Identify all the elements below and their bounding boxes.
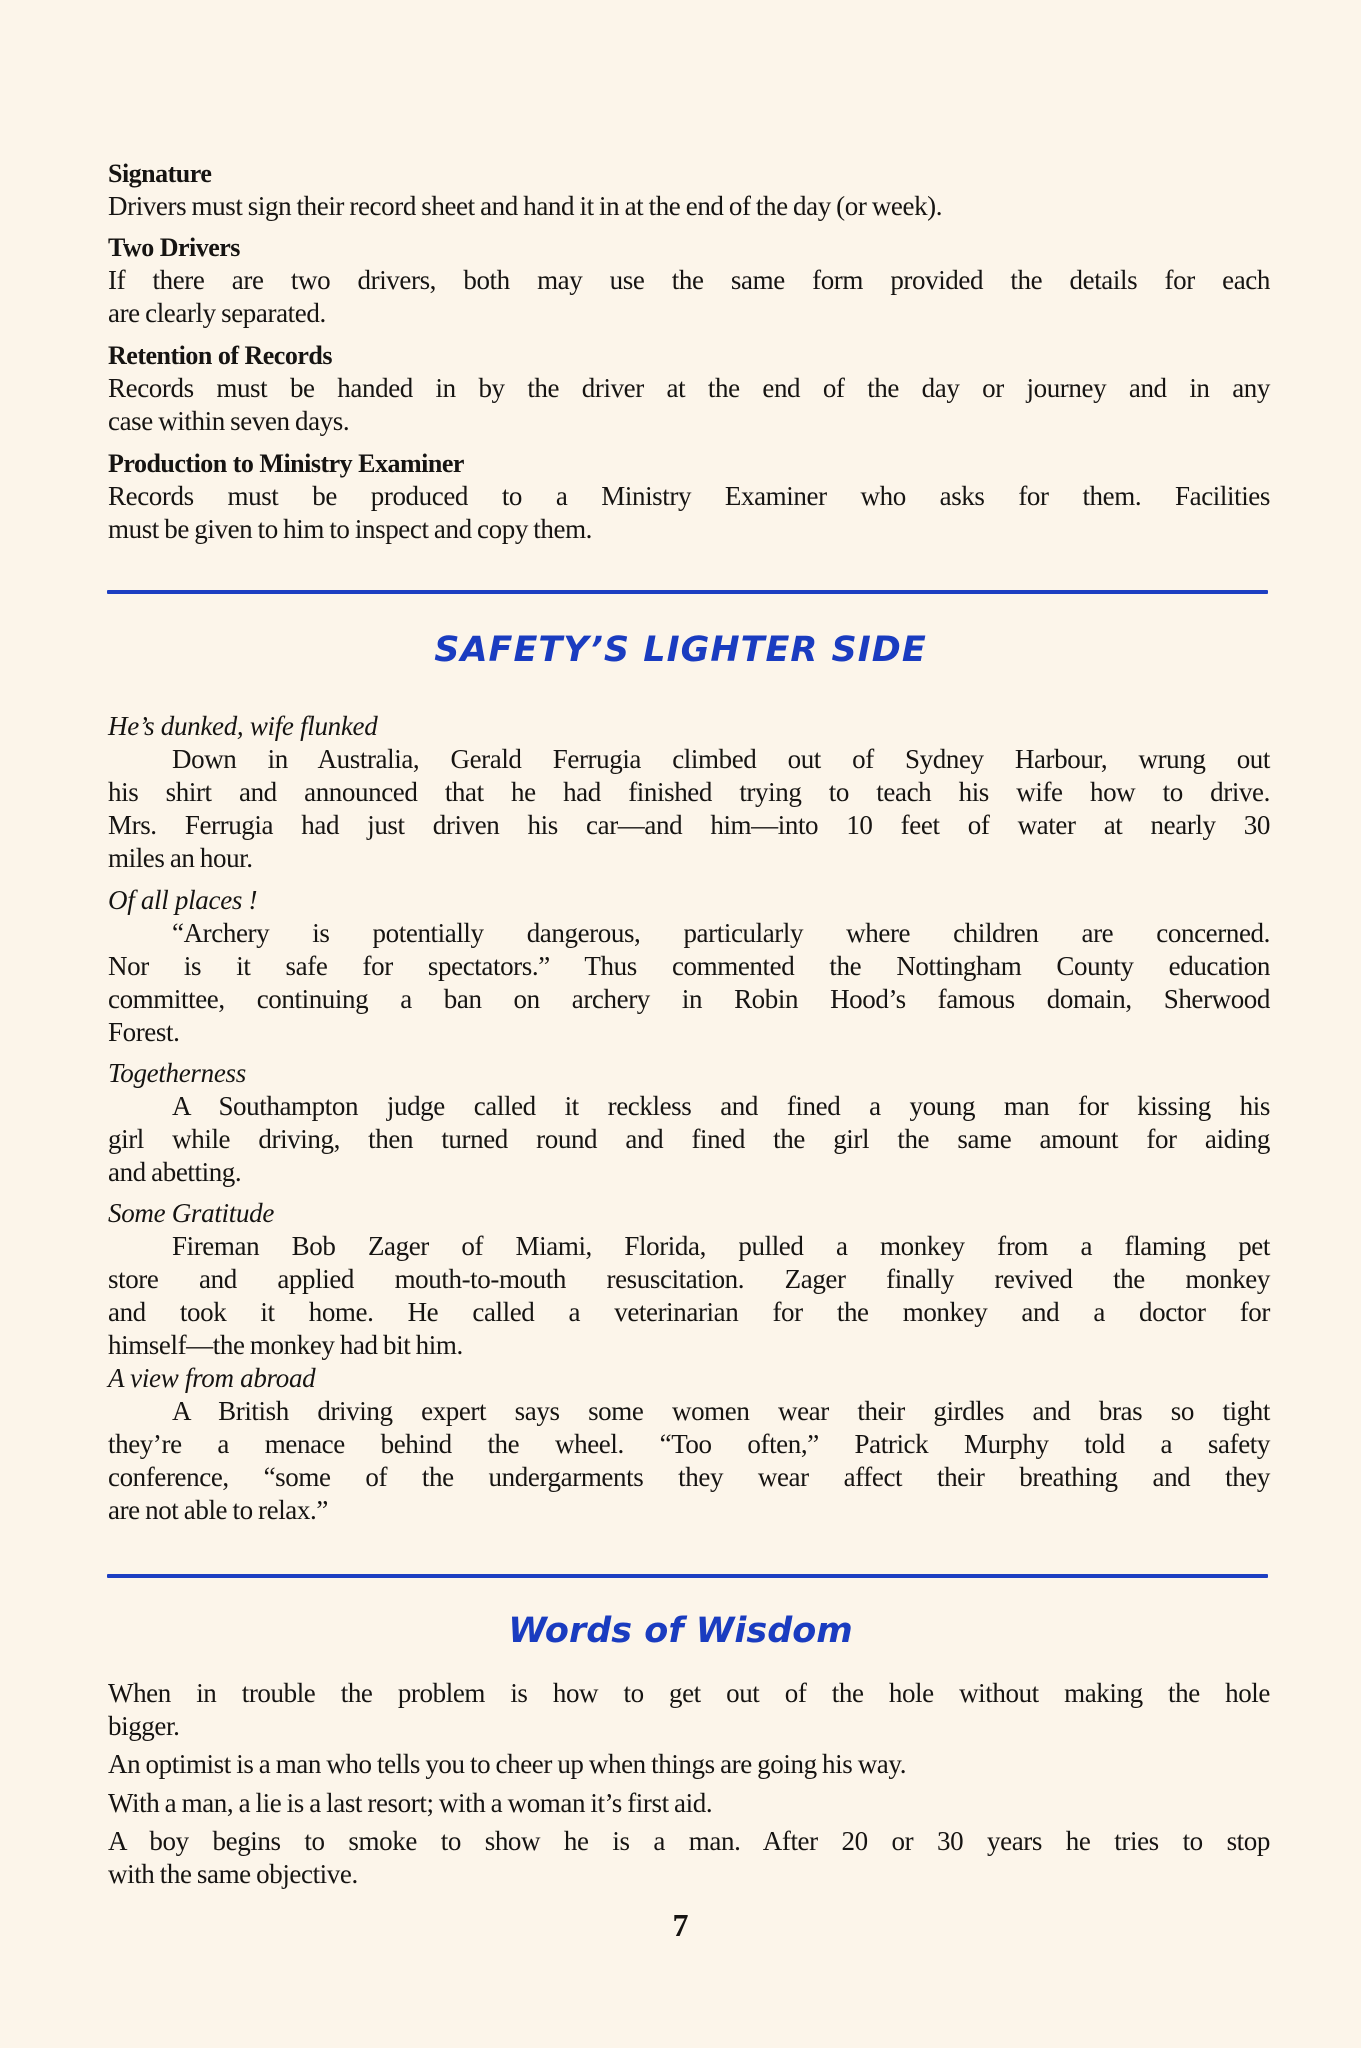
regulation-text: Drivers must sign their record sheet and hand it in at the end of the day (or week). (108, 191, 943, 221)
story-archery (108, 884, 1270, 1049)
story-text: miles an hour. (108, 843, 253, 873)
saying-text: An optimist is a man who tells you to cheer up when things are going his way. (108, 1749, 907, 1779)
regulation-two-drivers (108, 231, 1270, 330)
regulation-retention (108, 339, 1270, 438)
story-text: himself—the monkey had bit him. (108, 1330, 463, 1360)
story-text: store and applied mouth-to-mouth resuscitation. Zager finally revived the monkey (108, 1264, 1270, 1294)
saying-text: bigger. (108, 1711, 180, 1741)
saying-text: with the same objective. (108, 1859, 358, 1889)
regulation-text: are clearly separated. (108, 298, 326, 328)
story-text: and abetting. (108, 1157, 242, 1187)
saying-optimist (108, 1748, 1270, 1781)
regulation-heading: Two Drivers (108, 233, 240, 262)
story-text: Fireman Bob Zager of Miami, Florida, pulled a monkey from a flaming pet (172, 1231, 1270, 1261)
regulation-production (108, 447, 1270, 546)
section-divider (107, 590, 1268, 594)
regulation-text: Records must be produced to a Ministry Examiner who asks for them. Facilities (108, 481, 1270, 511)
story-text: Forest. (108, 1017, 180, 1047)
saying-text: When in trouble the problem is how to get out of the hole without making the hole (108, 1678, 1270, 1708)
story-view-abroad (108, 1362, 1270, 1527)
saying-lie (108, 1787, 1270, 1820)
story-text: A British driving expert says some women wear their girdles and bras so tight (172, 1396, 1270, 1426)
story-text: girl while driving, then turned round and fined the girl the same amount for aiding (108, 1124, 1270, 1154)
saying-text: A boy begins to smoke to show he is a man. After 20 or 30 years he tries to stop (108, 1826, 1270, 1856)
story-text: committee, continuing a ban on archery in Robin Hood’s famous domain, Sherwood (108, 984, 1270, 1014)
lighter-side-title: SAFETY’S LIGHTER SIDE (434, 630, 927, 670)
story-heading: Togetherness (108, 1058, 246, 1088)
story-text: “Archery is potentially dangerous, particularly where children are concerned. (172, 918, 1270, 948)
regulation-heading: Signature (108, 159, 212, 188)
story-text: they’re a menace behind the wheel. “Too often,” Patrick Murphy told a safety (108, 1429, 1270, 1459)
saying-smoke (108, 1825, 1270, 1891)
story-text: A Southampton judge called it reckless and fined a young man for kissing his (172, 1091, 1270, 1121)
story-text: Down in Australia, Gerald Ferrugia climbed out of Sydney Harbour, wrung out (172, 744, 1270, 774)
story-text: Nor is it safe for spectators.” Thus commented the Nottingham County education (108, 951, 1270, 981)
regulation-text: must be given to him to inspect and copy them. (108, 514, 593, 544)
story-gratitude (108, 1197, 1270, 1362)
regulation-text: Records must be handed in by the driver at the end of the day or journey and in any (108, 373, 1270, 403)
page-number: 7 (672, 1907, 689, 1943)
story-heading: Some Gratitude (108, 1198, 275, 1228)
story-togetherness (108, 1057, 1270, 1189)
regulation-heading: Retention of Records (108, 341, 332, 370)
regulation-text: case within seven days. (108, 406, 350, 436)
regulation-heading: Production to Ministry Examiner (108, 449, 464, 478)
saying-hole (108, 1677, 1270, 1743)
story-text: his shirt and announced that he had finished trying to teach his wife how to drive. (108, 777, 1270, 807)
saying-text: With a man, a lie is a last resort; with a woman it’s first aid. (108, 1788, 713, 1818)
story-heading: He’s dunked, wife flunked (108, 711, 378, 741)
regulation-text: If there are two drivers, both may use the same form provided the details for each (108, 265, 1270, 295)
story-heading: Of all places ! (108, 885, 258, 915)
regulation-signature (108, 157, 1270, 223)
wisdom-title: Words of Wisdom (508, 1611, 853, 1651)
story-text: conference, “some of the undergarments they wear affect their breathing and they (108, 1462, 1270, 1492)
story-text: Mrs. Ferrugia had just driven his car—and him—into 10 feet of water at nearly 30 (108, 810, 1270, 840)
story-heading: A view from abroad (108, 1363, 316, 1393)
story-text: are not able to relax.” (108, 1495, 328, 1525)
section-divider (107, 1574, 1268, 1578)
story-text: and took it home. He called a veterinarian for the monkey and a doctor for (108, 1297, 1270, 1327)
story-dunked (108, 710, 1270, 875)
